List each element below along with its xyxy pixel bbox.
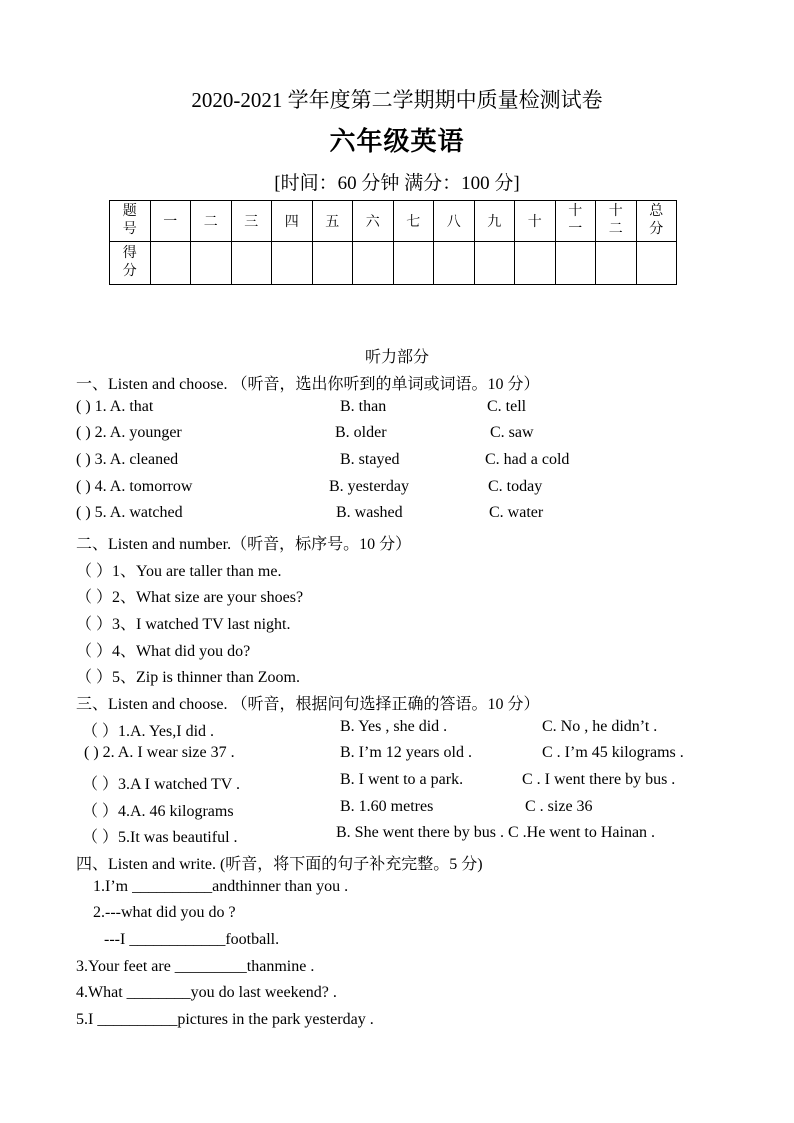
part1-item-3-c: C. had a cold [485, 451, 570, 468]
part4-title: 四、Listen and write. (听音，将下面的句子补充完整。5 分) [76, 856, 483, 873]
score-table-row-label: 题 号 [110, 201, 151, 242]
score-cell[interactable] [312, 242, 353, 285]
part4-item: 5.I __________pictures in the park yesterday . [76, 1011, 374, 1028]
part4-item: 3.Your feet are _________thanmine . [76, 958, 315, 975]
part3-title: 三、Listen and choose. （听音，根据问句选择正确的答语。10 分） [76, 696, 540, 713]
score-cell[interactable] [555, 242, 596, 285]
part3-item-1-c: C. No , he didn’t . [542, 718, 658, 735]
score-table-row-label: 得 分 [110, 242, 151, 285]
part3-item-2-a: ( ) 2. A. I wear size 37 . [84, 744, 235, 761]
part1-item-4-b: B. yesterday [329, 478, 409, 495]
score-table-col: 总 分 [636, 201, 677, 242]
part2-title: 二、Listen and number.（听音，标序号。10 分） [76, 536, 412, 553]
part3-item-1-b: B. Yes , she did . [340, 718, 448, 735]
score-cell[interactable] [515, 242, 556, 285]
score-table-col: 九 [474, 201, 515, 242]
part3-item-3-c: C . I went there by bus . [522, 771, 676, 788]
part3-item-2-c: C . I’m 45 kilograms . [542, 744, 684, 761]
score-table-col: 十 一 [555, 201, 596, 242]
part4-item: 4.What ________you do last weekend? . [76, 984, 337, 1001]
score-cell[interactable] [474, 242, 515, 285]
score-cell[interactable] [272, 242, 313, 285]
score-table-col: 七 [393, 201, 434, 242]
part4-item: 1.I’m __________andthinner than you . [93, 878, 349, 895]
score-table-col: 十 二 [596, 201, 637, 242]
part2-item: （ ）4、What did you do? [76, 643, 251, 660]
section-header: 听力部分 [364, 349, 429, 366]
part1-item-3-b: B. stayed [340, 451, 400, 468]
score-table-col: 二 [191, 201, 232, 242]
score-table [109, 200, 677, 285]
score-cell[interactable] [231, 242, 272, 285]
part1-item-3-a: ( ) 3. A. cleaned [76, 451, 179, 468]
part4-item: ---I ____________football. [104, 931, 280, 948]
part1-item-5-b: B. washed [336, 504, 403, 521]
part3-item-3-a: （ ）3.A I watched TV . [82, 776, 241, 793]
part1-item-1-c: C. tell [487, 398, 527, 415]
part2-item: （ ）1、You are taller than me. [76, 563, 282, 580]
part3-item-2-b: B. I’m 12 years old . [340, 744, 472, 761]
part2-item: （ ）5、Zip is thinner than Zoom. [76, 669, 300, 686]
score-table-score-row [110, 242, 677, 285]
part1-item-1-a: ( ) 1. A. that [76, 398, 154, 415]
part2-item: （ ）2、What size are your shoes? [76, 589, 304, 606]
score-cell[interactable] [636, 242, 677, 285]
score-table-col: 五 [312, 201, 353, 242]
part1-item-1-b: B. than [340, 398, 387, 415]
part1-item-2-c: C. saw [490, 424, 534, 441]
score-cell[interactable] [191, 242, 232, 285]
score-table-col: 八 [434, 201, 475, 242]
part3-item-5-b: B. She went there by bus . C .He went to Hainan . [336, 824, 656, 841]
part1-item-4-a: ( ) 4. A. tomorrow [76, 478, 193, 495]
score-table-col: 一 [150, 201, 191, 242]
score-table-col: 四 [272, 201, 313, 242]
part1-item-5-a: ( ) 5. A. watched [76, 504, 183, 521]
score-cell[interactable] [434, 242, 475, 285]
score-table-header-row [110, 201, 677, 242]
part1-item-4-c: C. today [488, 478, 543, 495]
exam-title: 2020-2021 学年度第二学期期中质量检测试卷 [191, 88, 603, 112]
exam-subtitle: 六年级英语 [329, 127, 465, 156]
part3-item-4-c: C . size 36 [525, 798, 593, 815]
score-cell[interactable] [393, 242, 434, 285]
part1-item-5-c: C. water [489, 504, 544, 521]
part3-item-3-b: B. I went to a park. [340, 771, 464, 788]
part2-item: （ ）3、I watched TV last night. [76, 616, 291, 633]
score-table-col: 十 [515, 201, 556, 242]
part1-title: 一、Listen and choose. （听音，选出你听到的单词或词语。10 分） [76, 376, 540, 393]
time-info: [时间：60 分钟 满分：100 分] [274, 173, 520, 194]
score-cell[interactable] [596, 242, 637, 285]
score-table-col: 三 [231, 201, 272, 242]
part3-item-5-a: （ ）5.It was beautiful . [82, 829, 238, 846]
part3-item-1-a: （ ）1.A. Yes,I did . [82, 723, 215, 740]
score-cell[interactable] [150, 242, 191, 285]
part1-item-2-b: B. older [335, 424, 387, 441]
part3-item-4-b: B. 1.60 metres [340, 798, 434, 815]
part3-item-4-a: （ ）4.A. 46 kilograms [82, 803, 234, 820]
score-cell[interactable] [353, 242, 394, 285]
score-table-col: 六 [353, 201, 394, 242]
part1-item-2-a: ( ) 2. A. younger [76, 424, 182, 441]
part4-item: 2.---what did you do ? [93, 904, 236, 921]
